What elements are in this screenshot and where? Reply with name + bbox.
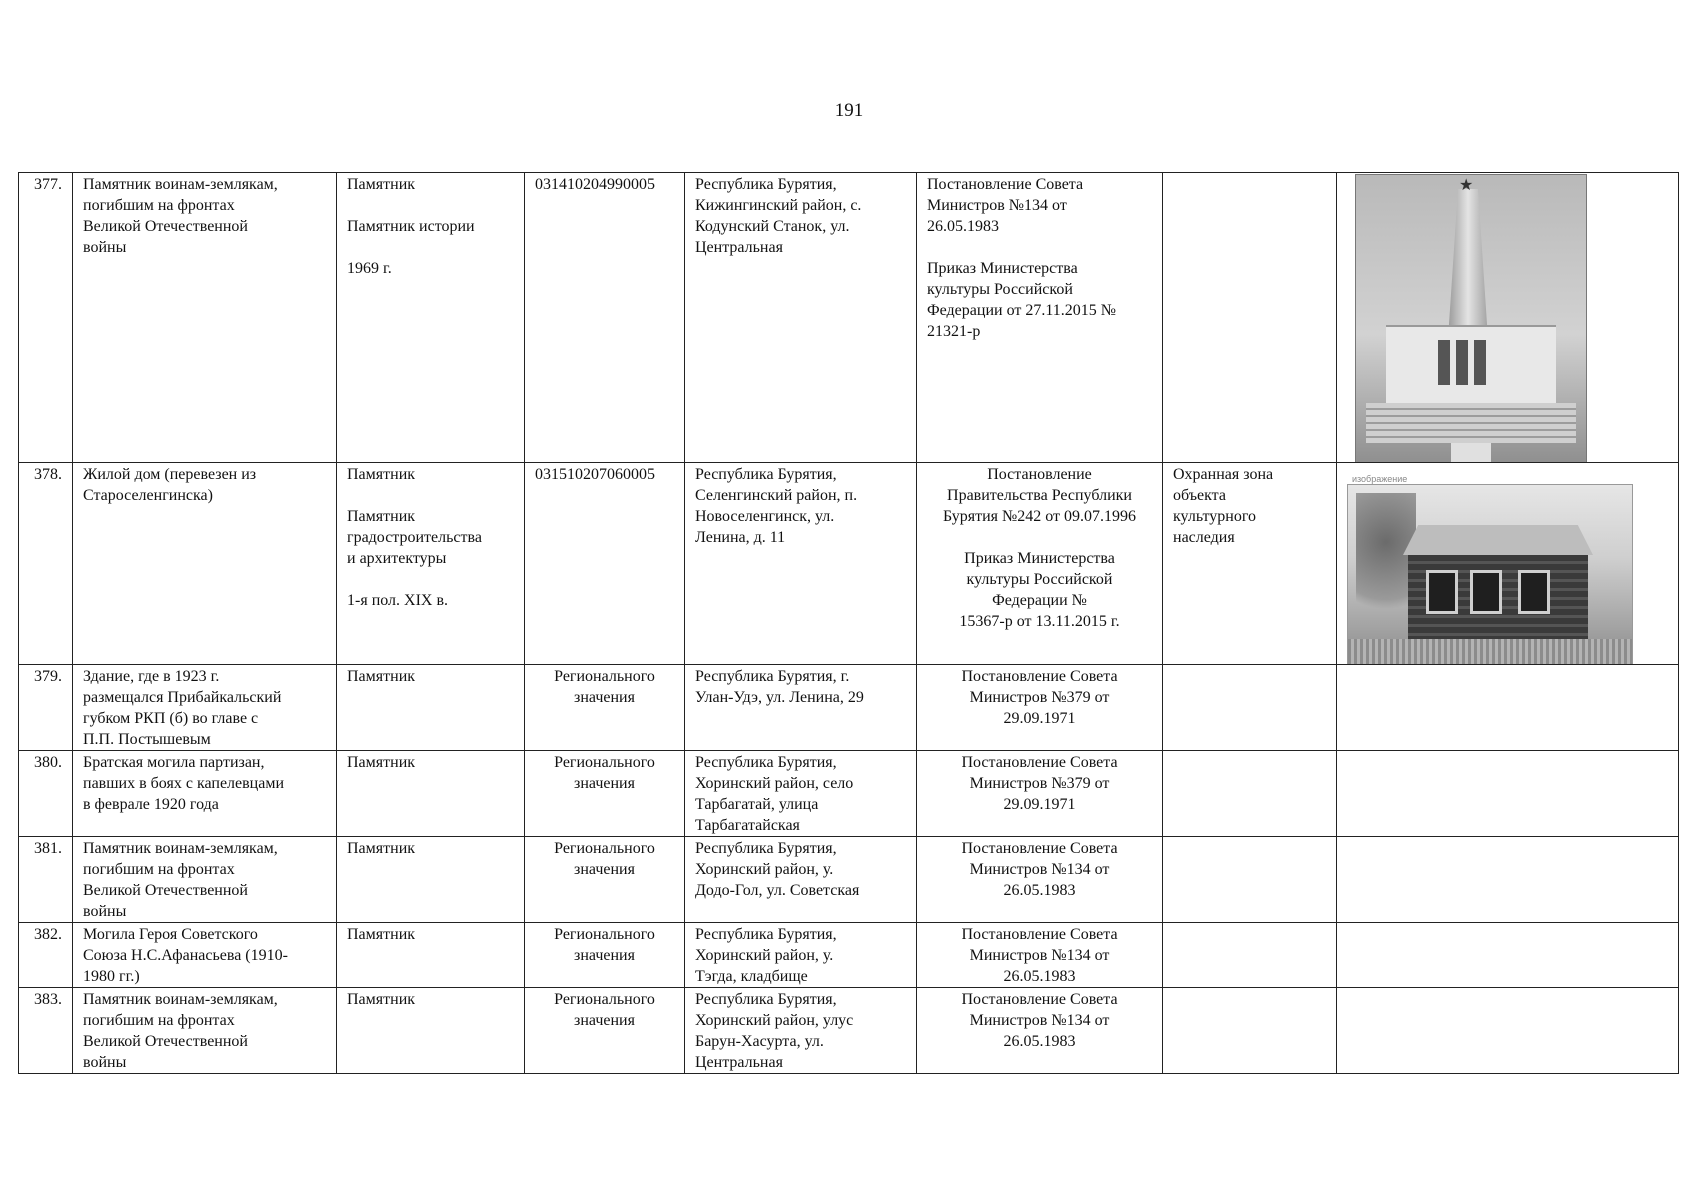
object-address xyxy=(685,751,917,837)
row-number xyxy=(19,923,73,988)
object-address xyxy=(685,837,917,923)
registry-code-line: значения xyxy=(574,775,635,792)
object-name-line: Могила Героя Советского xyxy=(83,926,258,943)
protection-zone xyxy=(1163,665,1337,751)
legal-document-line: Постановление Совета xyxy=(961,668,1118,685)
protection-zone xyxy=(1163,173,1337,463)
legal-document-line: Министров №134 от xyxy=(969,947,1110,964)
object-name xyxy=(73,665,337,751)
object-photo-cell xyxy=(1337,751,1679,837)
legal-document-line: 26.05.1983 xyxy=(1003,968,1076,985)
object-category-line xyxy=(347,485,514,506)
registry-code-line: значения xyxy=(574,1012,635,1029)
object-category xyxy=(337,665,525,751)
object-name-line: Великой Отечественной xyxy=(83,218,248,235)
registry-code-line: Регионального xyxy=(554,754,655,771)
object-address-line: Хоринский район, улус xyxy=(695,1012,854,1029)
object-name-line: погибшим на фронтах xyxy=(83,861,235,878)
registry-code xyxy=(525,665,685,751)
object-name-line: Великой Отечественной xyxy=(83,882,248,899)
object-name-line: размещался Прибайкальский xyxy=(83,689,282,706)
object-address-line: Тэгда, кладбище xyxy=(695,968,808,985)
legal-document-line: Бурятия №242 от 09.07.1996 xyxy=(942,508,1137,525)
object-name xyxy=(73,923,337,988)
row-number xyxy=(19,463,73,665)
object-name-line: Братская могила партизан, xyxy=(83,754,265,771)
object-address-line: Республика Бурятия, xyxy=(695,840,837,857)
photo-caption: изображение xyxy=(1352,474,1408,484)
row-number xyxy=(19,988,73,1074)
legal-document-line: Правительства Республики xyxy=(947,487,1132,504)
table-row xyxy=(19,751,1679,837)
object-name-line: Союза Н.С.Афанасьева (1910- xyxy=(83,947,288,964)
legal-document-line: Министров №134 от xyxy=(969,861,1110,878)
object-name-line: войны xyxy=(83,903,127,920)
legal-document-line: Министров №134 от xyxy=(927,197,1067,214)
object-photo-cell xyxy=(1337,463,1679,665)
object-address-line: Хоринский район, у. xyxy=(695,947,834,964)
table-body xyxy=(19,173,1679,1074)
legal-document-line: Приказ Министерства xyxy=(964,550,1115,567)
protection-zone xyxy=(1163,751,1337,837)
object-address-line: Новоселенгинск, ул. xyxy=(695,508,835,525)
registry-code-line: Регионального xyxy=(554,991,655,1008)
object-category-line: Памятник xyxy=(347,466,416,483)
legal-document-line xyxy=(927,527,1152,548)
legal-document-line: Министров №379 от xyxy=(969,775,1110,792)
object-address-line: Селенгинский район, п. xyxy=(695,487,858,504)
legal-document-line: Постановление Совета xyxy=(961,991,1118,1008)
monument-photo: ★ xyxy=(1355,174,1587,463)
legal-document-line: 29.09.1971 xyxy=(1003,710,1076,727)
object-address-line: Республика Бурятия, xyxy=(695,176,837,193)
legal-document xyxy=(917,463,1163,665)
protection-zone xyxy=(1163,988,1337,1074)
object-address-line: Ленина, д. 11 xyxy=(695,529,786,546)
object-name-line: войны xyxy=(83,239,127,256)
protection-zone-line: культурного xyxy=(1173,508,1257,525)
object-photo-cell xyxy=(1337,923,1679,988)
object-name-line: П.П. Постышевым xyxy=(83,731,211,748)
legal-document-line: Постановление Совета xyxy=(927,176,1084,193)
row-number-line: 382. xyxy=(34,926,62,943)
object-name-line: Памятник воинам-землякам, xyxy=(83,176,278,193)
object-name-line: в феврале 1920 года xyxy=(83,796,219,813)
legal-document xyxy=(917,665,1163,751)
object-name-line: войны xyxy=(83,1054,127,1071)
object-category-line: Памятник истории xyxy=(347,218,475,235)
object-name xyxy=(73,751,337,837)
object-name-line: Жилой дом (перевезен из xyxy=(83,466,257,483)
object-address-line: Республика Бурятия, xyxy=(695,754,837,771)
legal-document-line: 26.05.1983 xyxy=(927,218,999,235)
page-number: 191 xyxy=(834,100,864,121)
object-category-line: Памятник xyxy=(347,754,416,771)
object-address xyxy=(685,665,917,751)
registry-code-line: Регионального xyxy=(554,840,655,857)
legal-document-line: Постановление Совета xyxy=(961,926,1118,943)
object-category-line: Памятник xyxy=(347,668,416,685)
registry-code-line: значения xyxy=(574,861,635,878)
object-address xyxy=(685,988,917,1074)
legal-document-line: Министров №134 от xyxy=(969,1012,1110,1029)
row-number-line: 380. xyxy=(34,754,62,771)
object-address xyxy=(685,923,917,988)
object-address-line: Тарбагатайская xyxy=(695,817,800,834)
registry-code-line: 031510207060005 xyxy=(535,466,655,483)
legal-document-line: Министров №379 от xyxy=(969,689,1110,706)
house-photo xyxy=(1347,474,1633,665)
object-category-line: и архитектуры xyxy=(347,550,447,567)
object-category-line xyxy=(347,569,514,590)
protection-zone-line: Охранная зона xyxy=(1173,466,1274,483)
object-name-line: 1980 гг.) xyxy=(83,968,140,985)
object-name-line: Великой Отечественной xyxy=(83,1033,248,1050)
object-address-line: Хоринский район, село xyxy=(695,775,854,792)
legal-document-line: Федерации от 27.11.2015 № xyxy=(927,302,1117,319)
object-address xyxy=(685,173,917,463)
registry-code-line: 031410204990005 xyxy=(535,176,655,193)
legal-document-line: культуры Российской xyxy=(966,571,1113,588)
object-category xyxy=(337,837,525,923)
table-row xyxy=(19,988,1679,1074)
object-address-line: Центральная xyxy=(695,1054,783,1071)
object-photo-cell xyxy=(1337,173,1679,463)
object-address-line: Барун-Хасурта, ул. xyxy=(695,1033,824,1050)
object-address-line: Кижингинский район, с. xyxy=(695,197,862,214)
object-category-line: 1969 г. xyxy=(347,260,392,277)
heritage-registry-table xyxy=(18,172,1679,1074)
object-category-line xyxy=(347,237,514,258)
object-name xyxy=(73,463,337,665)
row-number xyxy=(19,665,73,751)
legal-document xyxy=(917,751,1163,837)
legal-document-line: Постановление Совета xyxy=(961,754,1118,771)
legal-document-line: Приказ Министерства xyxy=(927,260,1078,277)
legal-document-line: Постановление xyxy=(987,466,1092,483)
object-category-line: Памятник xyxy=(347,176,416,193)
legal-document-line: 21321-р xyxy=(927,323,981,340)
legal-document xyxy=(917,837,1163,923)
table-row xyxy=(19,923,1679,988)
object-category xyxy=(337,173,525,463)
object-name-line: Памятник воинам-землякам, xyxy=(83,991,278,1008)
object-category-line: Памятник xyxy=(347,991,416,1008)
registry-code xyxy=(525,923,685,988)
row-number xyxy=(19,751,73,837)
legal-document-line: Постановление Совета xyxy=(961,840,1118,857)
object-name-line: Староселенгинска) xyxy=(83,487,213,504)
object-address-line: Республика Бурятия, г. xyxy=(695,668,850,685)
registry-code-line: Регионального xyxy=(554,668,655,685)
legal-document xyxy=(917,988,1163,1074)
object-category-line: 1-я пол. XIX в. xyxy=(347,592,449,609)
object-category-line: Памятник xyxy=(347,926,416,943)
object-address-line: Республика Бурятия, xyxy=(695,926,837,943)
registry-code xyxy=(525,173,685,463)
legal-document-line: 15367-р от 13.11.2015 г. xyxy=(959,613,1120,630)
object-category xyxy=(337,463,525,665)
object-address-line: Хоринский район, у. xyxy=(695,861,834,878)
object-category-line: Памятник xyxy=(347,840,416,857)
row-number-line: 377. xyxy=(34,176,62,193)
protection-zone xyxy=(1163,837,1337,923)
row-number-line: 383. xyxy=(34,991,62,1008)
legal-document-line: 29.09.1971 xyxy=(1003,796,1076,813)
row-number-line: 379. xyxy=(34,668,62,685)
object-address xyxy=(685,463,917,665)
object-address-line: Кодунский Станок, ул. xyxy=(695,218,850,235)
table-row xyxy=(19,173,1679,463)
object-category-line xyxy=(347,195,514,216)
object-name-line: Памятник воинам-землякам, xyxy=(83,840,278,857)
registry-code xyxy=(525,463,685,665)
object-photo-cell xyxy=(1337,837,1679,923)
legal-document-line: Федерации № xyxy=(992,592,1087,609)
object-address-line: Тарбагатай, улица xyxy=(695,796,819,813)
protection-zone-line: наследия xyxy=(1173,529,1235,546)
legal-document-line: 26.05.1983 xyxy=(1003,882,1076,899)
object-name-line: Здание, где в 1923 г. xyxy=(83,668,220,685)
object-category xyxy=(337,751,525,837)
row-number-line: 381. xyxy=(34,840,62,857)
object-category xyxy=(337,988,525,1074)
object-name-line: павших в боях с капелевцами xyxy=(83,775,285,792)
object-address-line: Центральная xyxy=(695,239,783,256)
registry-code-line: значения xyxy=(574,947,635,964)
protection-zone-line: объекта xyxy=(1173,487,1226,504)
object-category-line: градостроительства xyxy=(347,529,482,546)
legal-document-line xyxy=(927,237,1152,258)
object-name xyxy=(73,173,337,463)
object-photo-cell xyxy=(1337,665,1679,751)
registry-code xyxy=(525,837,685,923)
object-address-line: Республика Бурятия, xyxy=(695,466,837,483)
protection-zone xyxy=(1163,923,1337,988)
object-category-line: Памятник xyxy=(347,508,416,525)
row-number-line: 378. xyxy=(34,466,62,483)
object-name xyxy=(73,988,337,1074)
table-row xyxy=(19,837,1679,923)
object-name-line: погибшим на фронтах xyxy=(83,1012,235,1029)
object-name xyxy=(73,837,337,923)
row-number xyxy=(19,837,73,923)
object-address-line: Додо-Гол, ул. Советская xyxy=(695,882,860,899)
table-row xyxy=(19,665,1679,751)
legal-document xyxy=(917,923,1163,988)
object-name-line: погибшим на фронтах xyxy=(83,197,235,214)
object-photo-cell xyxy=(1337,988,1679,1074)
registry-code xyxy=(525,988,685,1074)
legal-document-line: культуры Российской xyxy=(927,281,1073,298)
row-number xyxy=(19,173,73,463)
object-address-line: Республика Бурятия, xyxy=(695,991,837,1008)
legal-document-line: 26.05.1983 xyxy=(1003,1033,1076,1050)
table-row xyxy=(19,463,1679,665)
object-category xyxy=(337,923,525,988)
protection-zone xyxy=(1163,463,1337,665)
registry-code-line: Регионального xyxy=(554,926,655,943)
object-address-line: Улан-Удэ, ул. Ленина, 29 xyxy=(695,689,864,706)
registry-code-line: значения xyxy=(574,689,635,706)
registry-code xyxy=(525,751,685,837)
legal-document xyxy=(917,173,1163,463)
object-name-line: губком РКП (б) во главе с xyxy=(83,710,259,727)
